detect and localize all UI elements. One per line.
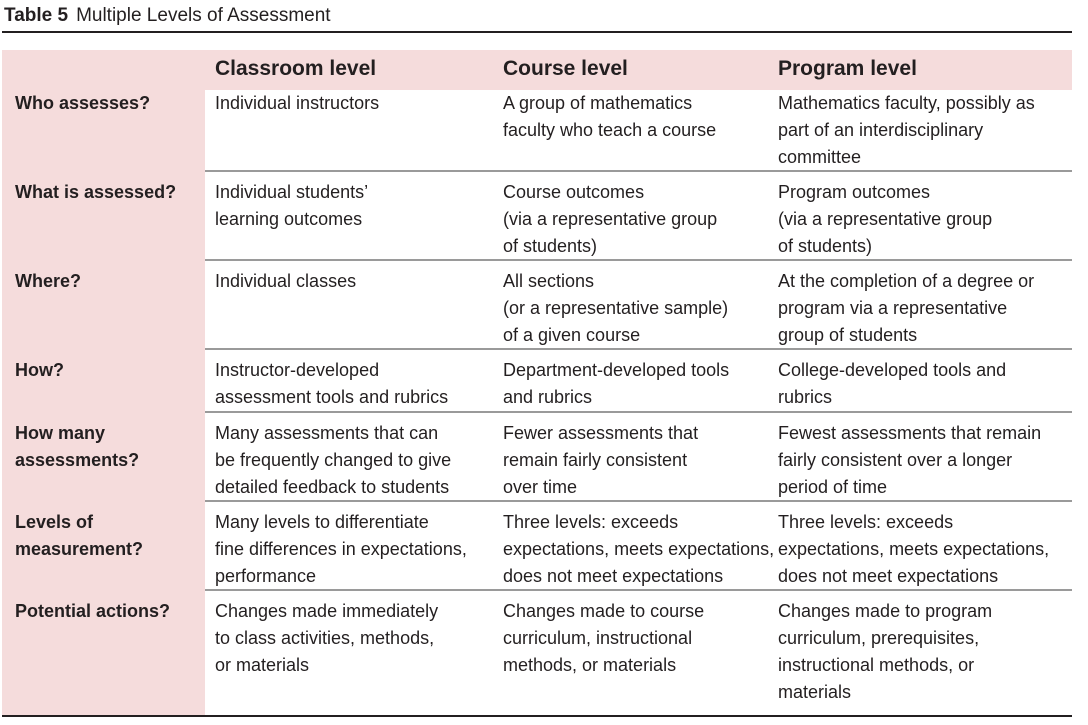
top-rule <box>2 31 1072 33</box>
cell-how-classroom: Instructor-developed assessment tools and rubrics <box>215 360 449 407</box>
cell-levels-course: Three levels: exceeds expectations, meets expectations, does not meet expectations <box>503 512 775 586</box>
cell-who-classroom: Individual instructors <box>215 93 380 113</box>
cell-what-program: Program outcomes (via a representative group of students) <box>778 182 993 256</box>
row-divider <box>205 500 1072 502</box>
cell-howmany-classroom: Many assessments that can be frequently changed to give detailed feedback to students <box>215 423 452 497</box>
column-header-classroom: Classroom level <box>215 57 377 80</box>
row-label-who-assesses: Who assesses? <box>15 93 151 113</box>
cell-levels-classroom: Many levels to differentiate fine differences in expectations, performance <box>215 512 467 586</box>
cell-where-classroom: Individual classes <box>215 271 357 291</box>
cell-what-classroom: Individual students’ learning outcomes <box>215 182 369 229</box>
table-caption <box>4 3 1074 29</box>
cell-who-course: A group of mathematics faculty who teach a course <box>503 93 717 140</box>
row-label-potential-actions: Potential actions? <box>15 601 171 621</box>
row-label-how-many: How many assessments? <box>15 423 140 470</box>
cell-how-program: College-developed tools and rubrics <box>778 360 1007 407</box>
table-title: Multiple Levels of Assessment <box>76 5 331 26</box>
bottom-rule <box>2 715 1072 717</box>
row-label-what-assessed: What is assessed? <box>15 182 177 202</box>
cell-actions-program: Changes made to program curriculum, prerequisites, instructional methods, or materials <box>778 601 993 702</box>
cell-actions-classroom: Changes made immediately to class activities, methods, or materials <box>215 601 439 675</box>
column-header-course: Course level <box>503 57 628 80</box>
cell-how-course: Department-developed tools and rubrics <box>503 360 730 407</box>
row-label-where: Where? <box>15 271 82 291</box>
row-label-levels: Levels of measurement? <box>15 512 144 559</box>
cell-actions-course: Changes made to course curriculum, instructional methods, or materials <box>503 601 705 675</box>
row-divider <box>205 348 1072 350</box>
cell-who-program: Mathematics faculty, possibly as part of an interdisciplinary committee <box>778 93 1035 167</box>
cell-howmany-course: Fewer assessments that remain fairly consistent over time <box>503 423 699 497</box>
row-divider <box>205 170 1072 172</box>
row-divider <box>205 259 1072 261</box>
row-divider <box>205 411 1072 413</box>
cell-where-course: All sections (or a representative sample) of a given course <box>503 271 729 345</box>
column-header-program: Program level <box>778 57 917 80</box>
row-divider <box>205 589 1072 591</box>
table-number: Table 5 <box>4 5 69 26</box>
cell-levels-program: Three levels: exceeds expectations, meets expectations, does not meet expectations <box>778 512 1050 586</box>
row-label-how: How? <box>15 360 64 380</box>
cell-howmany-program: Fewest assessments that remain fairly consistent over a longer period of time <box>778 423 1042 497</box>
cell-where-program: At the completion of a degree or program via a representative group of students <box>778 271 1035 345</box>
cell-what-course: Course outcomes (via a representative group of students) <box>503 182 718 256</box>
